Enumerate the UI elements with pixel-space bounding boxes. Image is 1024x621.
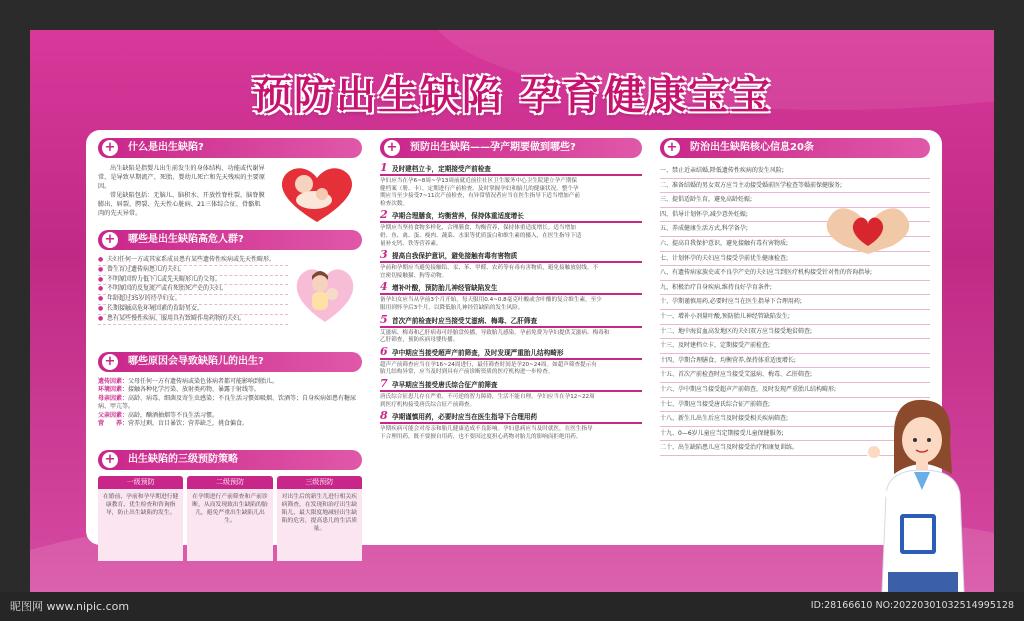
step-5 — [380, 312, 642, 345]
high-risk-list — [98, 256, 288, 325]
list-item: 六、提高自我保护意识，避免接触有毒有害物质; — [660, 237, 930, 252]
step-text: 唐氏综合征患儿存在严重、不可逆的智力障碍，生活不能自理。孕妇应当在孕12~22周到医疗机构接受唐氏综合征产前筛查。 — [380, 393, 595, 408]
step-title: 孕中期应当接受超声产前筛查，及时发现严重胎儿结构畸形 — [392, 348, 564, 357]
footer-left-text: 昵图网 www.nipic.com — [10, 600, 130, 613]
plus-icon: + — [102, 452, 118, 468]
list-item: 四、倡导计划怀孕,减少意外妊娠; — [660, 208, 930, 223]
step-7 — [380, 376, 642, 409]
step-number: 6 — [380, 344, 388, 358]
step-text: 艾滋病、梅毒和乙肝病毒可经胎盘传播，导致胎儿感染。孕前免费为孕妇提供艾滋病、梅毒和乙肝筛查，预防疾病母婴传播。 — [380, 329, 610, 344]
cause-label: 遗传因素： — [98, 378, 129, 385]
step-title: 增补叶酸，预防胎儿神经管缺陷发生 — [392, 284, 498, 293]
list-item: 十七、孕期应当接受唐氏综合征产前筛查; — [660, 398, 930, 413]
plus-icon: + — [384, 140, 400, 156]
section-title: 什么是出生缺陷? — [128, 142, 204, 153]
step-text: 超声产前筛查应当在孕16~24周进行，最佳筛查时间是孕20~24周。如超声筛查提示有胎儿结构异常，应当及时到具有产前诊断资质的医疗机构进一步检查。 — [380, 361, 597, 376]
plus-icon: + — [102, 232, 118, 248]
step-title-row — [380, 280, 642, 295]
paragraph: 出生缺陷是指婴儿出生前发生的身体结构、功能或代谢异常，是导致早期流产、死胎、婴幼儿死亡和先天残疾的主要原因。 — [98, 165, 266, 190]
list-item: 十八、新生儿出生后应当及时接受相关疾病筛查; — [660, 412, 930, 427]
step-title: 孕期谨慎用药，必要时应当在医生指导下合理用药 — [392, 413, 538, 422]
cause-row — [98, 395, 362, 412]
level-text: 在婚前、孕前和孕早期进行健康教育、优生检查和咨询指导，防止出生缺陷的发生。 — [98, 489, 183, 561]
footer-right-text: ID:28166610 NO:20220301032514995128 — [810, 600, 1014, 611]
list-item: 七、计划怀孕的夫妇应当接受孕前优生健康检查; — [660, 252, 930, 267]
paragraph: 常见缺陷包括：无脑儿、脑积水、开放性脊柱裂、脑脊膜膨出、唇裂、腭裂、先天性心脏病、21三体综合征、骨骼肌肉的先天异常。 — [98, 192, 265, 217]
step-3 — [380, 248, 642, 280]
step-title-row — [380, 344, 642, 360]
cause-row — [98, 386, 362, 394]
prevention-levels — [98, 476, 362, 561]
step-title-row — [380, 312, 642, 328]
baby-in-heart-illustration — [274, 164, 360, 224]
cause-text: 高龄、病毒、细菌及寄生虫感染；不良生活习惯如吸烟、饮酒等；自身疾病如患有糖尿病、甲亢等。 — [98, 394, 357, 411]
section-header-high-risk — [98, 230, 362, 250]
step-title-row — [380, 208, 642, 223]
step-2 — [380, 208, 642, 248]
cause-label: 父亲因素： — [98, 411, 129, 419]
step-number: 1 — [380, 161, 388, 174]
plus-icon: + — [102, 140, 118, 156]
watermark-footer — [0, 592, 1024, 621]
level-text: 对出生后的新生儿进行相关疾病筛查，在发现和治疗出生缺陷儿，最大限度地减轻出生缺陷的危害，提高患儿的生活质量。 — [277, 489, 362, 561]
list-item: ● 曾生育过遗传病患儿的夫妇。 — [98, 266, 288, 276]
step-title-row — [380, 409, 642, 424]
cause-row — [98, 412, 362, 420]
section-header-pregnancy — [380, 138, 642, 158]
cause-row — [98, 420, 362, 428]
step-title: 孕期合理膳食，均衡营养，保持体重适度增长 — [392, 212, 524, 221]
step-text: 孕期应当坚持食物多样化，合理膳食，均衡营养，保持体重适度增长。适当增加奶、鱼、禽、蛋、瘦肉、蔬菜、水果等优质蛋白和维生素的摄入，在医生指导下适量补充钙、铁等营养素。 — [380, 225, 582, 247]
section-title: 防治出生缺陷核心信息20条 — [690, 142, 814, 153]
section-what-is-body — [98, 164, 362, 228]
step-number: 5 — [380, 312, 388, 326]
list-item: ● 年龄超过35岁的待孕妇女。 — [98, 295, 288, 305]
cause-label: 母亲因素： — [98, 394, 129, 402]
step-number: 8 — [380, 409, 388, 423]
section-title: 预防出生缺陷——孕产期要做到哪些? — [410, 142, 576, 153]
list-item: ● 长期接触高危环境因素的育龄男女。 — [98, 305, 288, 315]
section-header-core-info — [660, 138, 930, 158]
column-middle — [380, 138, 642, 444]
section-high-risk-body — [98, 256, 362, 348]
cause-text: 接触各种化学污染、放射类药物，暴露于射线等。 — [128, 386, 261, 394]
list-item: 八、有遗传病家族史或不良孕产史的夫妇应当到医疗机构接受针对性的咨询指导; — [660, 266, 930, 281]
poster — [30, 30, 994, 592]
list-item: ● 夫妇任何一方或其家系成员患有某些遗传性疾病或先天性畸形。 — [98, 256, 288, 266]
list-item: ● 患有某些慢性疾病、服用具有致畸作用药物的夫妇。 — [98, 315, 288, 325]
cause-label: 环境因素： — [98, 386, 129, 394]
plus-icon: + — [664, 140, 680, 156]
step-title-row — [380, 376, 642, 392]
section-title: 哪些原因会导致缺陷儿的出生? — [128, 356, 264, 367]
list-item: 二十、出生缺陷患儿应当及时接受治疗和康复训练。 — [660, 441, 930, 456]
list-item: ● 不明原因智力低下儿或先天畸形儿的父母。 — [98, 276, 288, 286]
step-text: 孕妇应当在孕6~8周~孕13周前就近前往社区卫生服务中心卫生院建立孕产期保健档案（册、卡），定期进行产前检查。及时掌握孕妇和胎儿的健康状况。整个孕期应当至少接受7~11次产前检查，有异常情况者应当在医生指导下适当增加产前检查次数。 — [380, 178, 580, 207]
poster-title: 预防出生缺陷 孕育健康宝宝 — [252, 72, 772, 119]
list-item: 十六、孕中期应当接受超声产前筛查，及时发现严重胎儿结构畸形; — [660, 383, 930, 398]
list-item: ● 不明原因的反复流产或有死胎死产史的夫妇。 — [98, 285, 288, 295]
mother-child-illustration — [292, 262, 358, 324]
step-text: 备孕妇女应当从孕前3个月开始，每天服用0.4~0.8毫克叶酸或含叶酸的复合维生素，至少服用到怀孕后3个月，以降低胎儿神经管缺陷的发生风险。 — [380, 297, 602, 311]
cause-text: 高龄，酗酒抽烟等不良生活习惯。 — [128, 411, 219, 419]
step-title: 孕早期应当接受唐氏综合征产前筛查 — [392, 380, 498, 389]
level-title: 一级预防 — [98, 476, 183, 489]
list-item: 十五、首次产前检查时应当接受艾滋病、梅毒、乙肝筛查; — [660, 368, 930, 383]
step-8 — [380, 409, 642, 441]
cause-label: 营 养： — [98, 420, 129, 428]
step-title: 首次产前检查时应当接受艾滋病、梅毒、乙肝筛查 — [392, 316, 538, 325]
step-number: 3 — [380, 248, 388, 262]
step-text: 孕前和孕期应当避免接触铅、汞、苯、甲醛、农药等有毒有害物质，避免接触放射线。不宜密切接触猫、狗等动物。 — [380, 265, 599, 279]
step-6 — [380, 344, 642, 377]
list-item: 十二、地中海贫血高发地区的夫妇双方应当接受地贫筛查; — [660, 325, 930, 340]
level-text: 在孕期进行产前筛查和产前诊断，从而发现致出生缺陷的胎儿，避免严重出生缺陷儿出生。 — [187, 489, 272, 561]
level-title: 二级预防 — [187, 476, 272, 489]
prevention-level-3 — [277, 476, 362, 561]
section-header-what-is — [98, 138, 362, 158]
list-item: 十四、孕期合理膳食、均衡营养,保持体重适度增长; — [660, 354, 930, 369]
column-left — [98, 138, 362, 561]
list-item: 二、准备结婚的男女双方应当主动接受婚前医学检查等婚前保健服务; — [660, 179, 930, 194]
list-item: 十九、0—6岁儿童应当定期接受儿童保健服务; — [660, 427, 930, 442]
prevention-level-1 — [98, 476, 183, 561]
list-item: 一、禁止近亲结婚,降低遗传性疾病的发生风险; — [660, 164, 930, 179]
list-item: 五、养成健康生活方式,科学备孕; — [660, 222, 930, 237]
step-number: 7 — [380, 376, 388, 390]
list-item: 十一、增补小剂量叶酸,预防胎儿神经管缺陷发生; — [660, 310, 930, 325]
cause-text: 营养过剩，盲目暴饮；营养缺乏，挑食偏食。 — [128, 420, 249, 428]
step-title: 提高自我保护意识，避免接触有毒有害物质 — [392, 252, 518, 261]
step-number: 4 — [380, 280, 388, 294]
list-item: 九、积极治疗自身疾病,维持良好孕育条件; — [660, 281, 930, 296]
section-title: 哪些是出生缺陷高危人群? — [128, 234, 244, 245]
step-title-row — [380, 161, 642, 176]
list-item: 十三、及时建档立卡，定期接受产前检查; — [660, 339, 930, 354]
heart-hands-illustration — [818, 200, 918, 256]
content-board — [86, 130, 942, 545]
doctor-illustration — [864, 394, 974, 592]
plus-icon: + — [102, 354, 118, 370]
cause-text: 父母任何一方有遗传病或染色体病者都可能影响到胎儿。 — [128, 378, 279, 385]
section-header-causes — [98, 352, 362, 372]
section-header-prevention-levels — [98, 450, 362, 470]
step-text: 孕期疾病可能会对母亲和胎儿健康造成不良影响。孕妇患病应当及时就医，在医生指导下合理用药，既不要擅自用药，也不要因过度担心药物对胎儿的影响而拒绝用药。 — [380, 426, 593, 440]
step-1 — [380, 161, 642, 208]
prevention-level-2 — [187, 476, 272, 561]
step-title: 及时建档立卡，定期接受产前检查 — [392, 165, 491, 173]
step-4 — [380, 280, 642, 312]
step-number: 2 — [380, 208, 388, 222]
section-causes-body — [98, 378, 362, 450]
step-title-row — [380, 248, 642, 263]
section-title: 出生缺陷的三级预防策略 — [128, 454, 238, 465]
list-item: 三、提倡适龄生育，避免高龄妊娠; — [660, 193, 930, 208]
level-title: 三级预防 — [277, 476, 362, 489]
list-item: 十、孕期谨慎用药,必要时应当在医生指导下合理用药; — [660, 295, 930, 310]
